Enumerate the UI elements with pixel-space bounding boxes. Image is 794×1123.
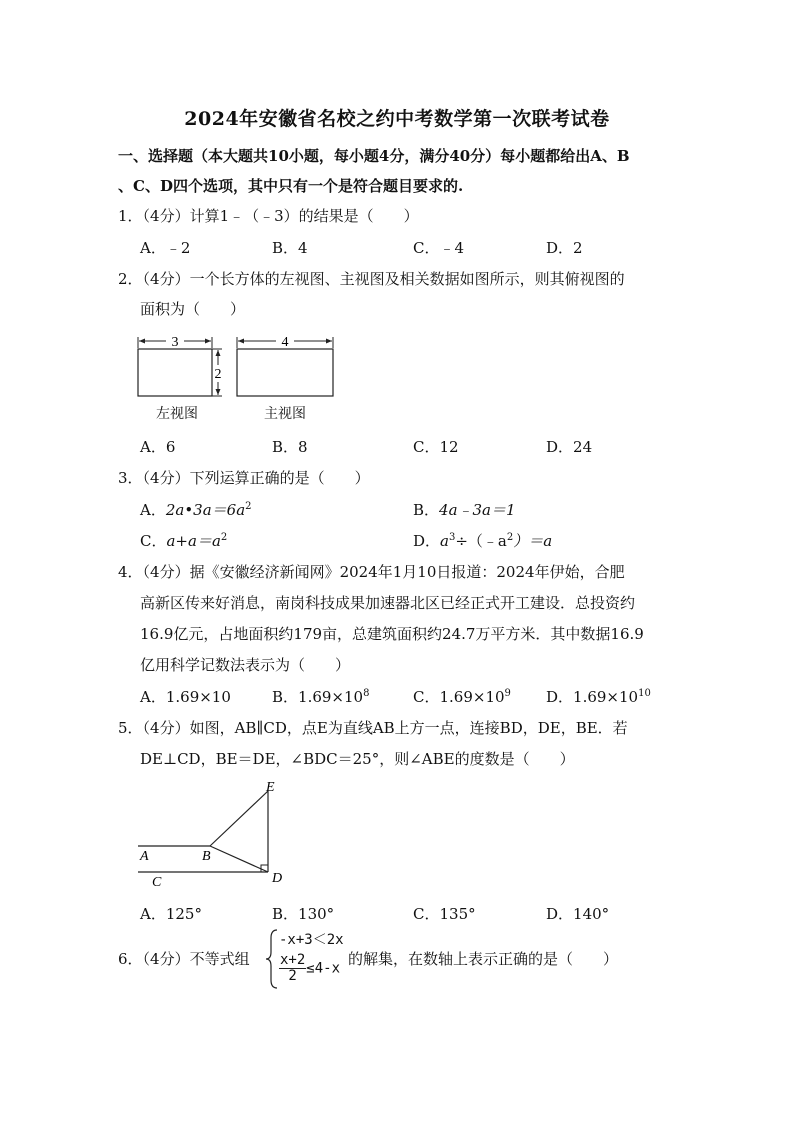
- question-1-option-a: A．﹣2: [140, 239, 191, 257]
- left-view-height-label: 2: [214, 367, 222, 382]
- question-4-line4: 亿用科学记数法表示为（ ）: [140, 656, 351, 674]
- question-6-suffix: 的解集，在数轴上表示正确的是（ ）: [348, 950, 619, 968]
- front-view-caption: 主视图: [264, 406, 306, 422]
- question-1-option-d: D．2: [546, 239, 583, 257]
- question-6-prefix: 6．（4分）不等式组: [118, 950, 250, 968]
- question-2-option-c: C．12: [413, 438, 459, 456]
- question-2-option-b: B．8: [272, 438, 308, 456]
- question-4-option-d: D．$1.69\times 10^{10}$: [546, 688, 651, 706]
- question-2-option-a: A．6: [140, 438, 176, 456]
- question-5-option-b: B．130°: [272, 905, 335, 923]
- question-4-option-c: C．$1.69\times 10^9$: [413, 688, 511, 706]
- question-4-option-a: A．1.69×10: [140, 688, 231, 706]
- question-2-stem-line1: 2．（4分）一个长方体的左视图、主视图及相关数据如图所示，则其俯视图的: [118, 270, 625, 288]
- inequality-brace: [265, 928, 279, 990]
- point-label-d: D: [272, 871, 283, 886]
- question-3-option-d: D．$a^3\div(﹣a^2)=a$: [413, 532, 553, 550]
- point-label-b: B: [202, 849, 211, 864]
- front-view-figure: [237, 335, 333, 396]
- question-5-line1: 5．（4分）如图，AB∥CD，点E为直线AB上方一点，连接BD，DE，BE．若: [118, 719, 628, 737]
- fraction: $\frac{x+2}{2}$: [280, 952, 306, 984]
- front-view-width-label: 4: [281, 335, 289, 350]
- left-view-figure: [138, 335, 222, 396]
- question-4-option-b: B．$1.69\times 10^8$: [272, 688, 370, 706]
- question-3-option-b: B．4a﹣3a＝1: [413, 501, 516, 519]
- section-header-line2: 、C、D四个选项，其中只有一个是符合题目要求的.: [118, 177, 464, 195]
- question-4-line1: 4．（4分）据《安徽经济新闻网》2024年1月10日报道：2024年伊始，合肥: [118, 563, 625, 581]
- question-5-figure: [130, 776, 300, 894]
- point-label-a: A: [140, 849, 149, 864]
- question-4-line2: 高新区传来好消息，南岗科技成果加速器北区已经正式开工建设．总投资约: [140, 594, 636, 612]
- section-header-line1: 一、选择题（本大题共10小题，每小题4分，满分40分）每小题都给出A、B: [118, 147, 630, 165]
- question-1-option-b: B．4: [272, 239, 308, 257]
- segment-be: [210, 791, 268, 846]
- question-4-line3: 16.9亿元，占地面积约179亩，总建筑面积约24.7万平方米．其中数据16.9: [140, 625, 644, 643]
- point-label-c: C: [152, 875, 162, 890]
- question-5-option-a: A．125°: [140, 905, 202, 923]
- left-view-caption: 左视图: [156, 406, 198, 422]
- left-view-width-label: 3: [171, 335, 179, 350]
- question-1-stem: 1．（4分）计算1﹣（﹣3）的结果是（ ）: [118, 207, 419, 225]
- question-5-line2: DE⊥CD，BE＝DE，∠BDC＝25°，则∠ABE的度数是（ ）: [140, 750, 575, 768]
- question-1-option-c: C．﹣4: [413, 239, 465, 257]
- question-5-option-d: D．140°: [546, 905, 610, 923]
- question-3-option-c: C．$a+a=a^2$: [140, 532, 228, 550]
- question-2-stem-line2: 面积为（ ）: [140, 300, 246, 318]
- inequality-1: -x+3＜2x: [279, 932, 344, 948]
- question-3-stem: 3．（4分）下列运算正确的是（ ）: [118, 469, 370, 487]
- page-title: 2024年安徽省名校之约中考数学第一次联考试卷: [184, 108, 610, 130]
- inequality-2: $\frac{x+2}{2}$ ≤4-x: [280, 952, 341, 984]
- question-3-option-a: A．$2a•3a=6a^2$: [140, 501, 252, 519]
- question-5-option-c: C．135°: [413, 905, 476, 923]
- point-label-e: E: [266, 780, 275, 795]
- segment-bd: [210, 846, 268, 872]
- question-2-option-d: D．24: [546, 438, 593, 456]
